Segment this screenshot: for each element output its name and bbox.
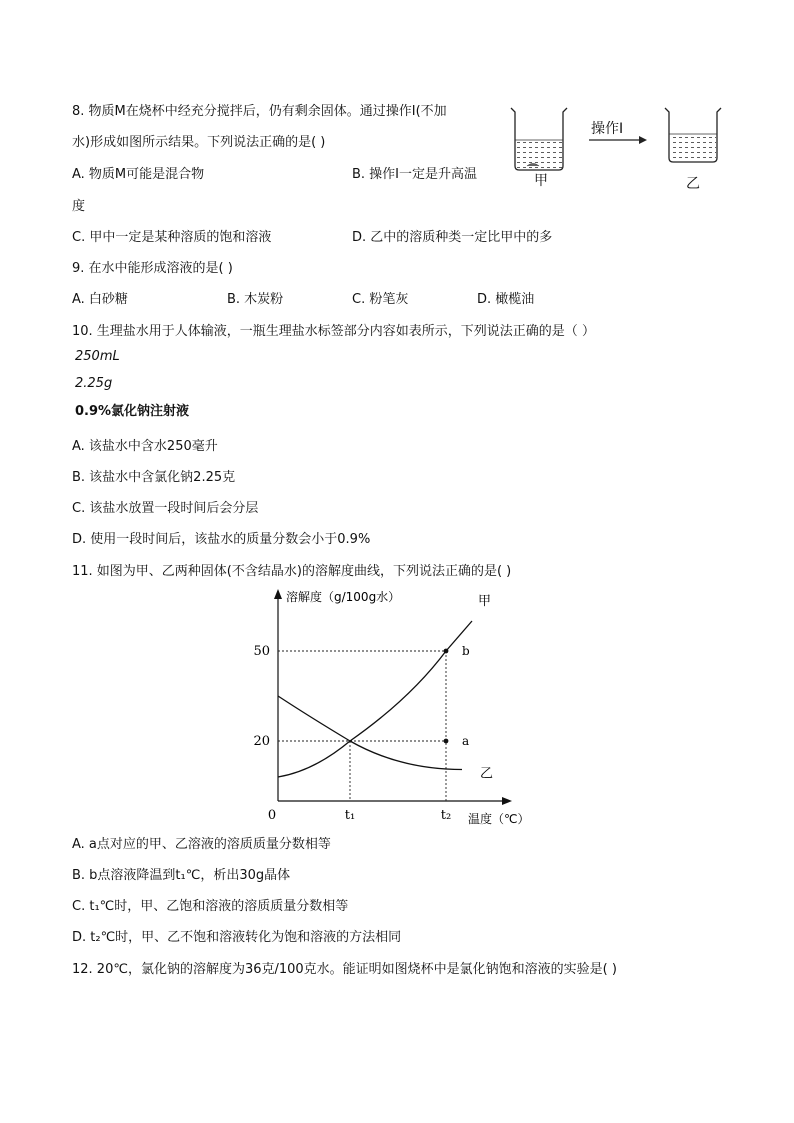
q9-option-d: D. 橄榄油 [477,292,535,307]
y-tick-50: 50 [253,644,270,659]
q9-stem: 9. 在水中能形成溶液的是( ) [72,261,233,276]
x-axis-arrow [502,797,512,805]
x-tick-t1: t₁ [344,808,356,823]
q10-option-a: A. 该盐水中含水250毫升 [72,439,218,454]
q8-stem-line2: 水)形成如图所示结果。下列说法正确的是( ) [72,135,326,150]
q8-option-b-continued: 度 [72,199,86,214]
q8-option-d: D. 乙中的溶质种类一定比甲中的多 [352,230,553,245]
q8-option-a: A. 物质M可能是混合物 [72,167,205,182]
q11-option-a: A. a点对应的甲、乙溶液的溶质质量分数相等 [72,837,331,852]
curve-yi [278,696,462,770]
solubility-chart [250,587,540,827]
curves [278,621,472,777]
x-axis-label: 温度（℃） [468,812,530,826]
q11-option-b: B. b点溶液降温到t₁℃，析出30g晶体 [72,868,291,883]
q8-option-c: C. 甲中一定是某种溶质的饱和溶液 [72,230,272,245]
q8-stem-line1: 8. 物质M在烧杯中经充分搅拌后，仍有剩余固体。通过操作Ⅰ(不加 [72,104,447,119]
beaker-jia [511,108,567,170]
axes [274,589,512,805]
point-a [444,739,449,744]
q8-arrow-label: 操作Ⅰ [591,121,624,137]
y-tick-20: 20 [253,734,270,749]
q8-beaker-yi-label: 乙 [686,176,700,192]
y-axis-arrow [274,589,282,599]
point-b [444,649,449,654]
q10-stem: 10. 生理盐水用于人体输液，一瓶生理盐水标签部分内容如表所示，下列说法正确的是（ ） [72,324,595,339]
origin-label: 0 [267,808,277,823]
q10-option-b: B. 该盐水中含氯化钠2.25克 [72,470,236,485]
q12-stem: 12. 20℃，氯化钠的溶解度为36克/100克水。能证明如图烧杯中是氯化钠饱和溶液的实验是( ) [72,962,617,977]
q10-option-d: D. 使用一段时间后，该盐水的质量分数会小于0.9% [72,532,371,547]
q11-option-d: D. t₂℃时，甲、乙不饱和溶液转化为饱和溶液的方法相同 [72,930,402,945]
q10-label-name: 0.9%氯化钠注射液 [75,404,190,419]
q9-option-b: B. 木炭粉 [227,292,284,307]
x-tick-t2: t₂ [440,808,452,823]
q9-option-a: A. 白砂糖 [72,292,128,307]
point-label-a: a [462,734,470,748]
guide-lines [278,651,446,801]
q8-option-b: B. 操作Ⅰ一定是升高温 [352,167,478,182]
q8-beaker-jia-label: 甲 [534,173,548,189]
q9-option-c: C. 粉笔灰 [352,292,409,307]
q10-label-volume: 250mL [75,349,120,364]
q10-option-c: C. 该盐水放置一段时间后会分层 [72,501,259,516]
q10-label-mass: 2.25g [75,376,113,391]
y-axis-label: 溶解度（g/100g水） [286,590,401,604]
series-label-jia: 甲 [478,594,492,609]
q11-option-c: C. t₁℃时，甲、乙饱和溶液的溶质质量分数相等 [72,899,349,914]
q11-stem: 11. 如图为甲、乙两种固体(不含结晶水)的溶解度曲线，下列说法正确的是( ) [72,564,512,579]
series-label-yi: 乙 [480,766,494,782]
point-label-b: b [462,644,470,658]
beaker-yi [665,108,721,162]
